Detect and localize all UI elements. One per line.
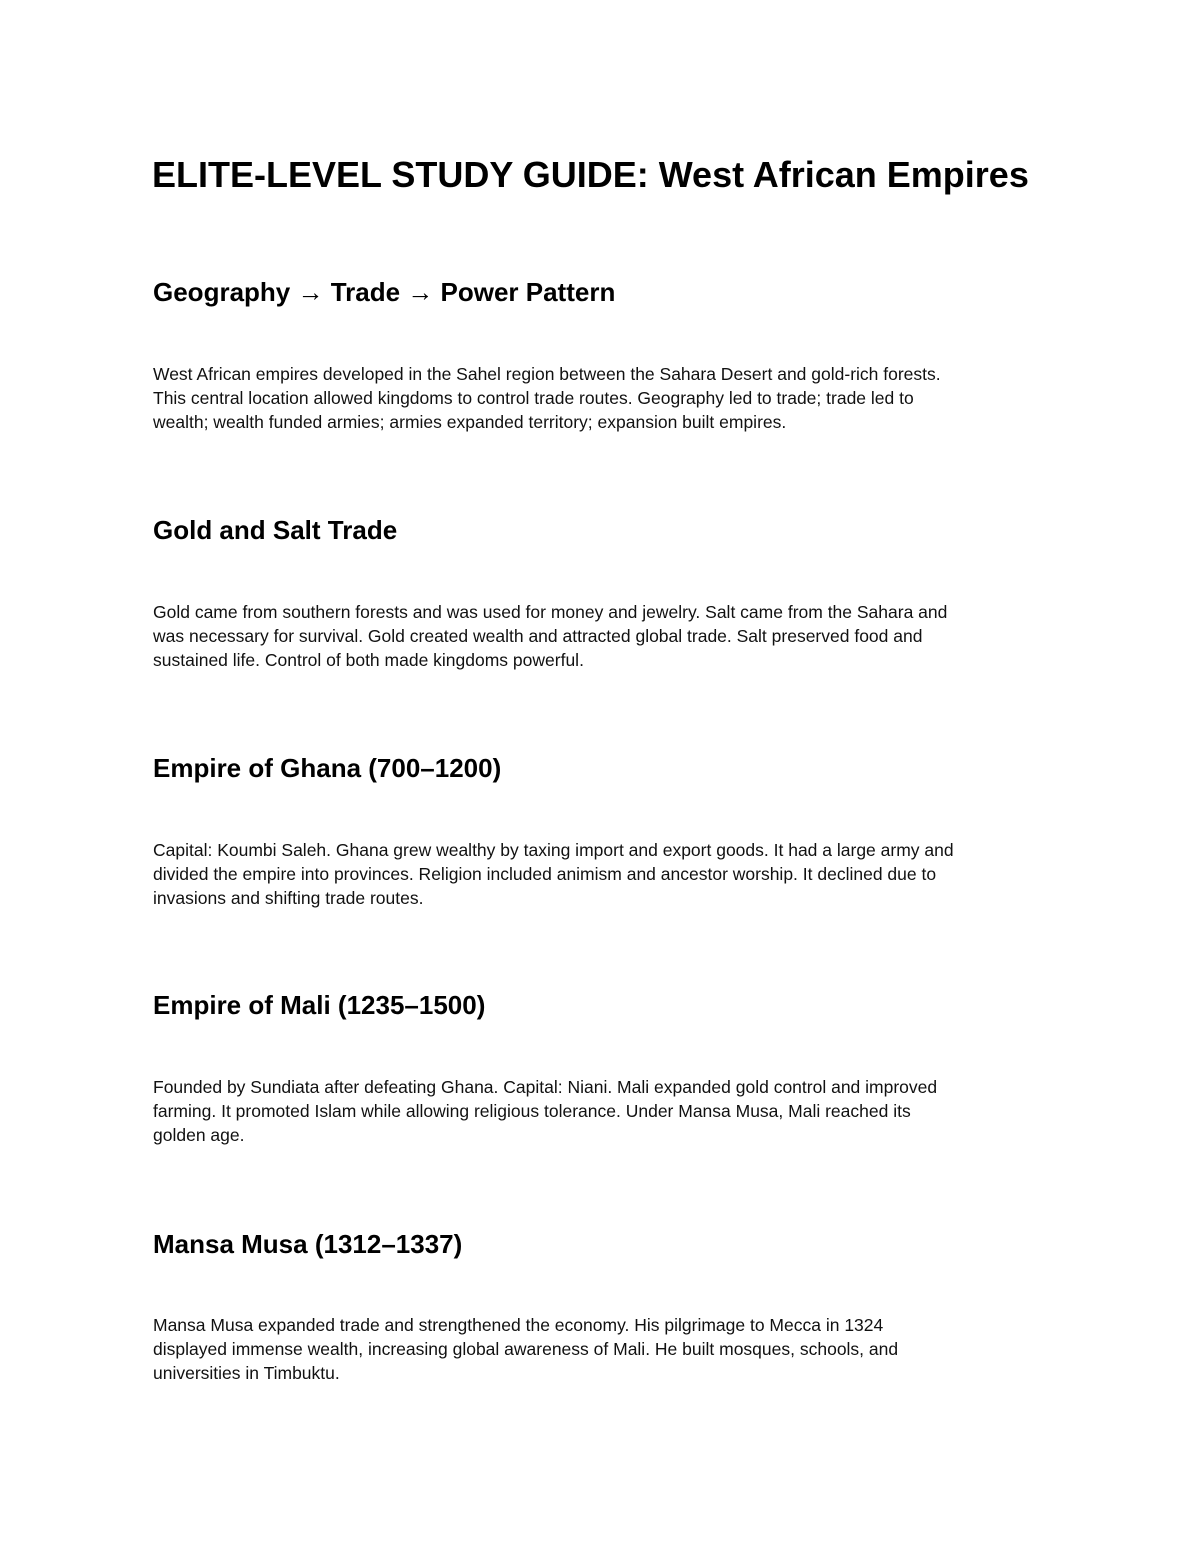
section-body-mansa-musa [153, 1313, 898, 1385]
section-heading-ghana: Empire of Ghana (700–1200) [153, 753, 502, 783]
body-line: West African empires developed in the Sahel region between the Sahara Desert and gold-rich forests. [153, 364, 941, 384]
section-body-geography [153, 362, 941, 434]
body-line: This central location allowed kingdoms to control trade routes. Geography led to trade; trade led to [153, 388, 914, 408]
body-line: sustained life. Control of both made kingdoms powerful. [153, 650, 584, 670]
body-line: farming. It promoted Islam while allowing religious tolerance. Under Mansa Musa, Mali reached its [153, 1101, 911, 1121]
body-line: wealth; wealth funded armies; armies expanded territory; expansion built empires. [153, 412, 787, 432]
body-line: Mansa Musa expanded trade and strengthened the economy. His pilgrimage to Mecca in 1324 [153, 1315, 884, 1335]
body-line: golden age. [153, 1125, 245, 1145]
section-body-gold-salt [153, 600, 947, 672]
body-line: Founded by Sundiata after defeating Ghana. Capital: Niani. Mali expanded gold control and improved [153, 1077, 938, 1097]
section-body-mali [153, 1075, 937, 1147]
section-heading-geography: Geography → Trade → Power Pattern [153, 277, 616, 307]
body-line: Capital: Koumbi Saleh. Ghana grew wealthy by taxing import and export goods. It had a large army and [153, 840, 954, 860]
body-line: displayed immense wealth, increasing global awareness of Mali. He built mosques, schools, and [153, 1339, 899, 1359]
body-line: was necessary for survival. Gold created wealth and attracted global trade. Salt preserved food and [153, 626, 923, 646]
section-body-ghana [153, 838, 954, 910]
section-heading-mali: Empire of Mali (1235–1500) [153, 990, 486, 1020]
body-line: universities in Timbuktu. [153, 1363, 340, 1383]
section-heading-gold-salt: Gold and Salt Trade [153, 515, 398, 545]
body-line: Gold came from southern forests and was used for money and jewelry. Salt came from the Sahara and [153, 602, 948, 622]
document-title: ELITE-LEVEL STUDY GUIDE: West African Empires [152, 154, 1029, 195]
body-line: divided the empire into provinces. Religion included animism and ancestor worship. It declined due to [153, 864, 937, 884]
section-heading-mansa-musa: Mansa Musa (1312–1337) [153, 1229, 463, 1259]
body-line: invasions and shifting trade routes. [153, 888, 424, 908]
